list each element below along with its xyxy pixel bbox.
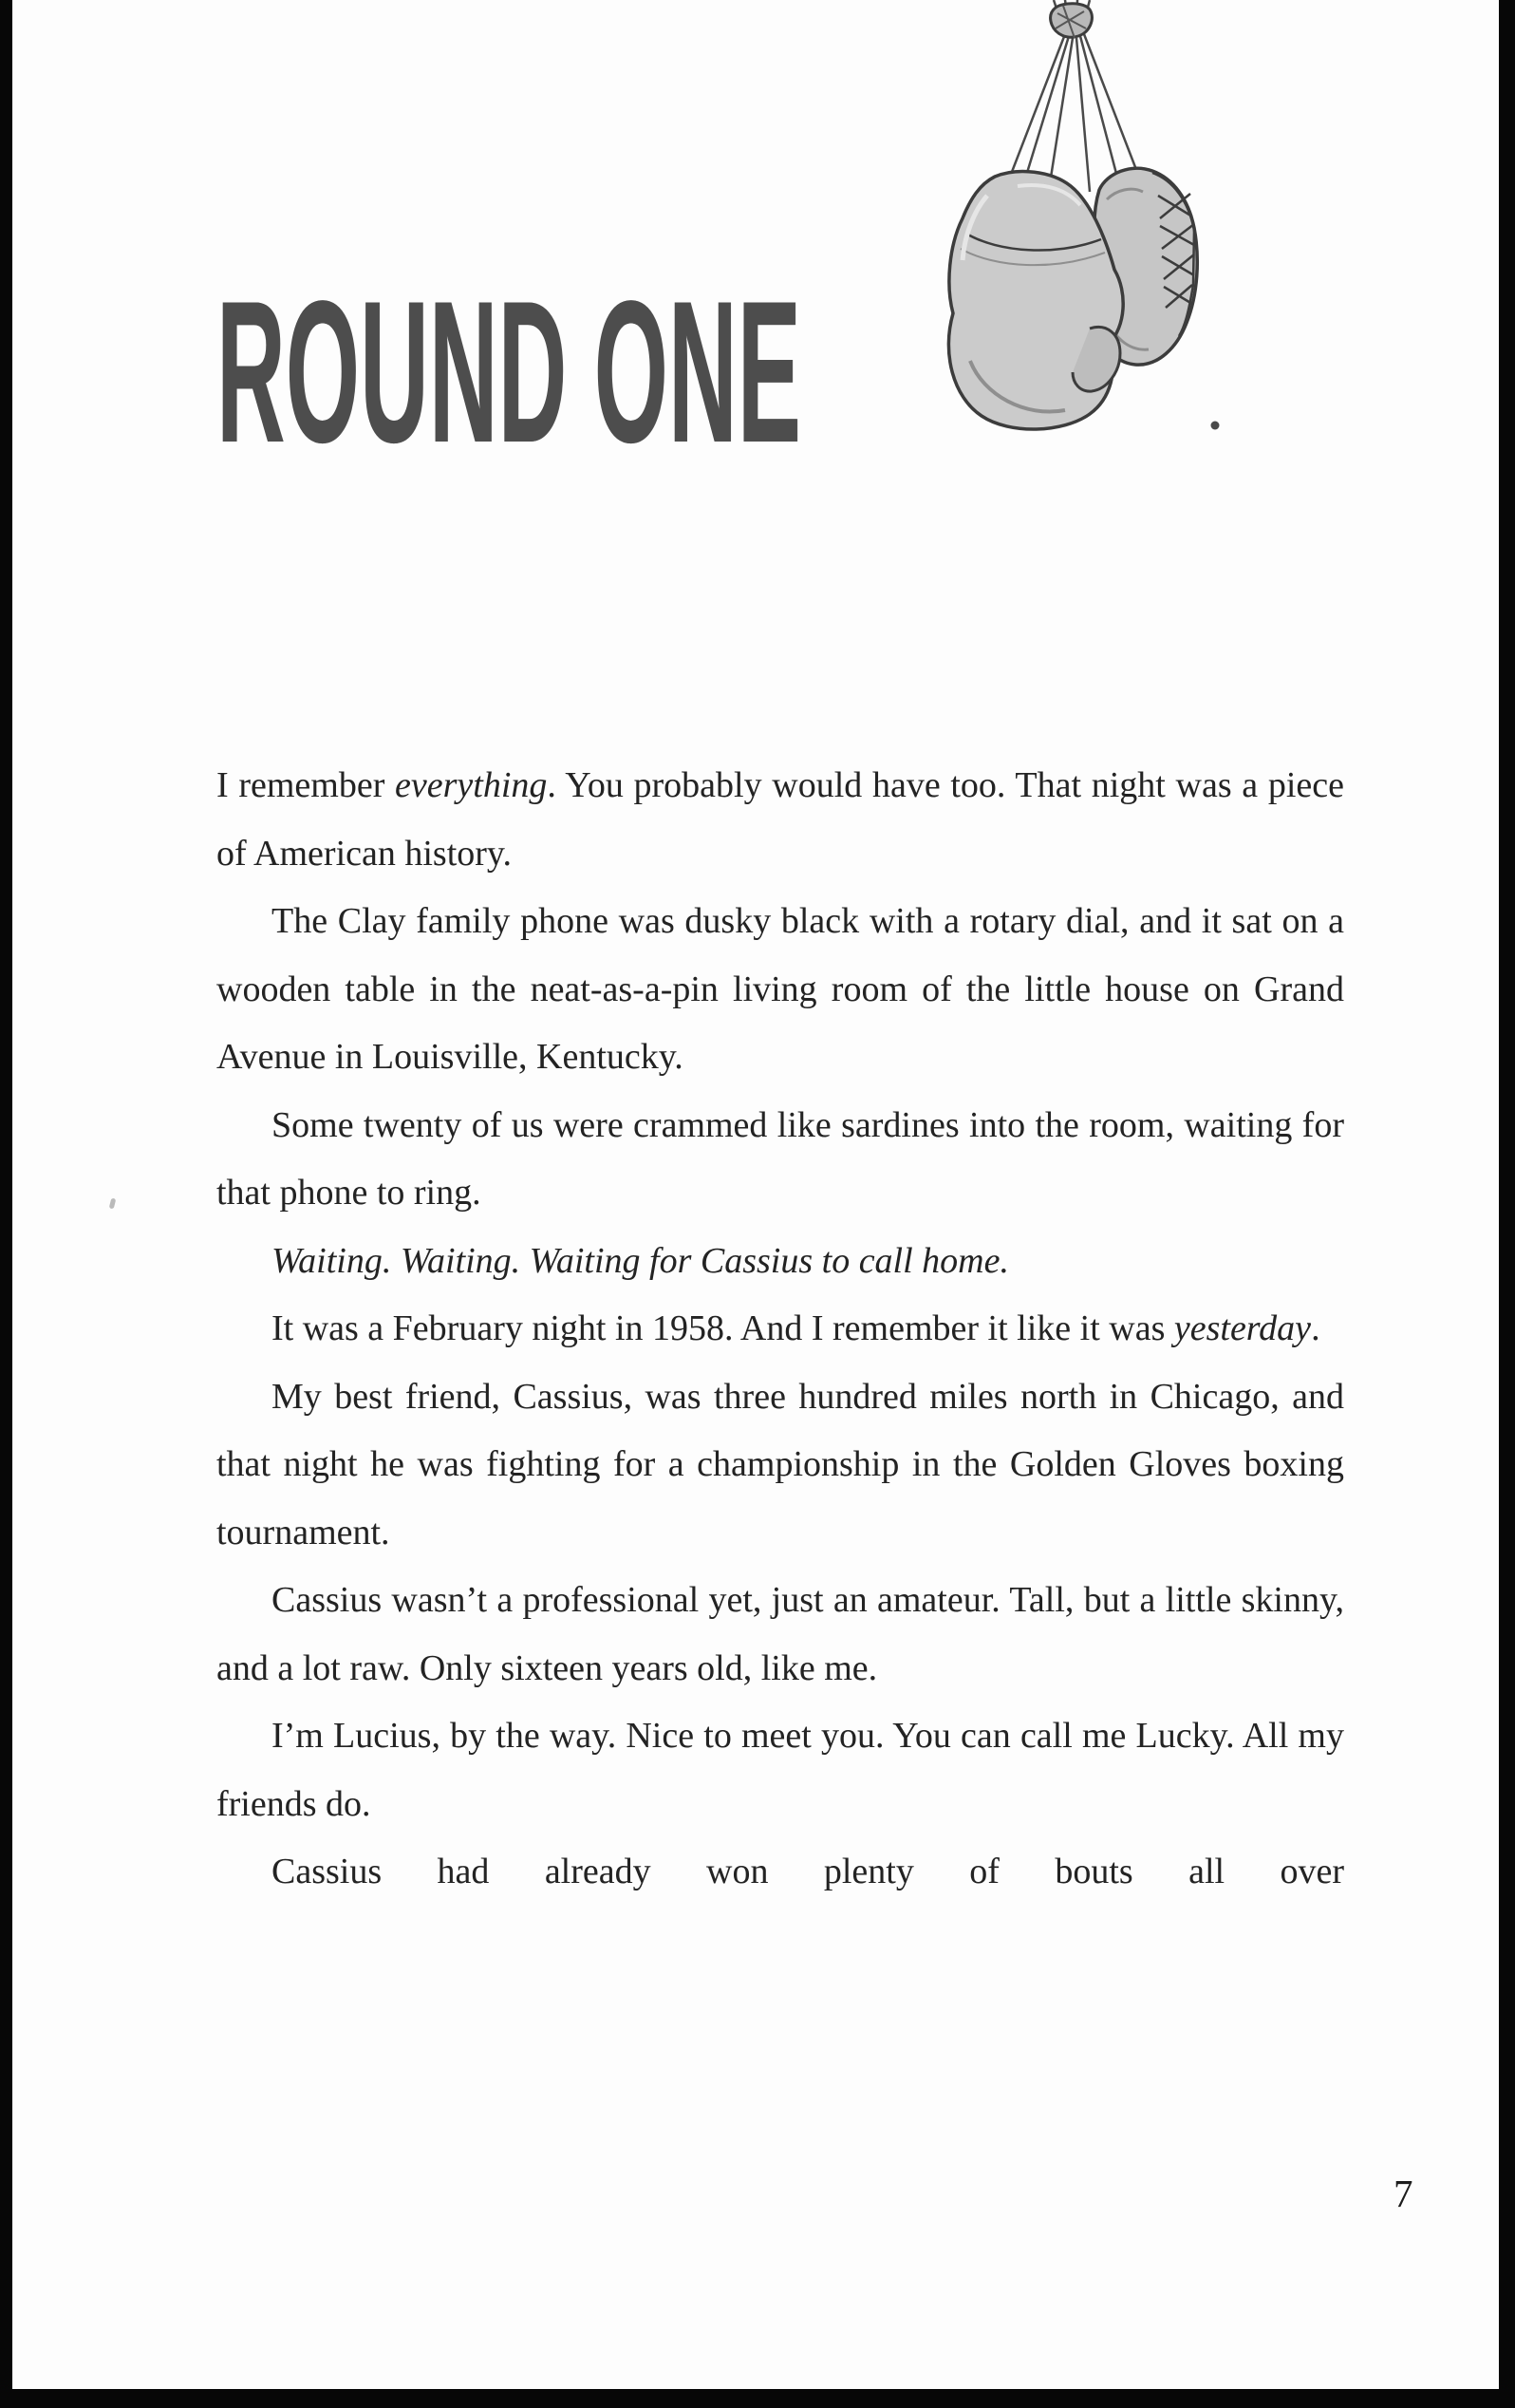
page-edge-right <box>1499 0 1515 2408</box>
boxing-gloves-illustration <box>904 0 1234 532</box>
paragraph <box>216 1228 1344 1296</box>
italic-text-segment: Waiting. Waiting. Waiting for Cassius to call home. <box>271 1240 1009 1281</box>
paragraph <box>216 1703 1344 1838</box>
page-number: 7 <box>1393 2172 1413 2215</box>
paragraph <box>216 1567 1344 1703</box>
paragraph <box>216 1364 1344 1568</box>
page-edge-bottom <box>0 2389 1515 2408</box>
boxing-gloves-svg <box>904 0 1234 532</box>
paragraph <box>216 888 1344 1092</box>
text-segment: My best friend, Cassius, was three hundred miles north in Chicago, and that night he was fighting for a championship in the Golden Gloves boxing tournament. <box>216 1376 1344 1552</box>
scan-artifact <box>109 1198 117 1210</box>
paragraph <box>216 1092 1344 1228</box>
page-edge-left <box>0 0 12 2408</box>
ink-dot <box>1211 422 1220 430</box>
text-segment: Cassius had already won plenty of bouts all over <box>271 1852 1344 1891</box>
text-segment: . <box>1311 1308 1320 1348</box>
chapter-title: ROUND ONE <box>216 259 802 485</box>
italic-text-segment: yesterday <box>1173 1308 1312 1348</box>
text-segment: Cassius wasn’t a professional yet, just an amateur. Tall, but a little skinny, and a lot raw. Only sixteen years old, like me. <box>216 1580 1344 1688</box>
paragraph <box>216 1295 1344 1364</box>
italic-text-segment: everything <box>395 765 548 805</box>
lace-knot <box>1051 4 1093 38</box>
body-text <box>216 752 1344 1907</box>
text-segment: . You probably would have too. That night was a piece of American history. <box>216 765 1344 874</box>
text-segment: I remember <box>216 765 396 805</box>
text-segment: I’m Lucius, by the way. Nice to meet you. You can call me Lucky. All my friends do. <box>216 1716 1344 1824</box>
text-segment: It was a February night in 1958. And I remember it like it was <box>271 1308 1174 1348</box>
text-segment: Some twenty of us were crammed like sardines into the room, waiting for that phone to ring. <box>216 1104 1344 1213</box>
text-segment: The Clay family phone was dusky black with a rotary dial, and it sat on a wooden table in the neat-as-a-pin living room of the little house on Grand Avenue in Louisville, Kentucky. <box>216 901 1344 1077</box>
paragraph <box>216 752 1344 888</box>
paragraph <box>216 1838 1344 1907</box>
